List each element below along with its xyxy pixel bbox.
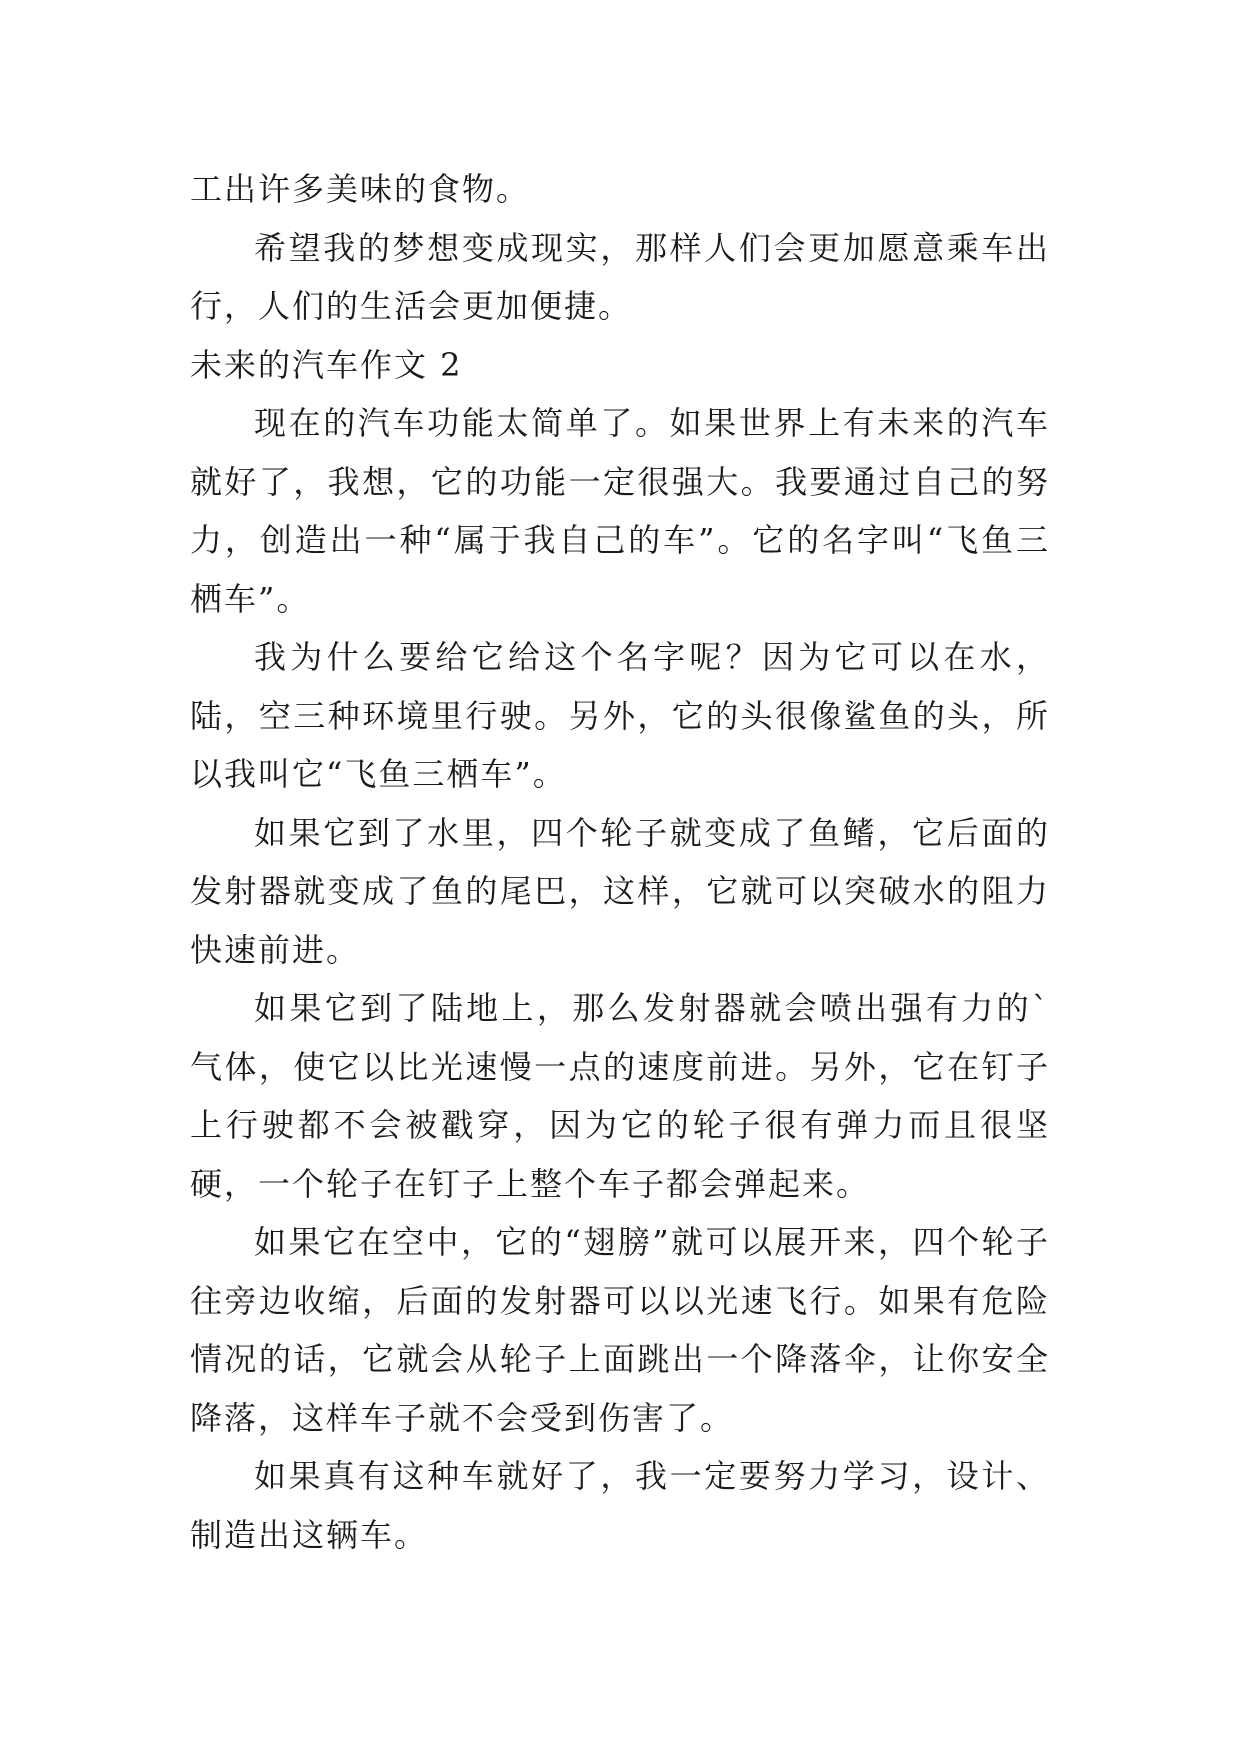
body-paragraph: 如果它到了陆地上，那么发射器就会喷出强有力的`气体，使它以比光速慢一点的速度前进。另外，它在钉子上行驶都不会被戳穿，因为它的轮子很有弹力而且很坚硬，一个轮子在钉子上整个车子都会弹起来。 — [190, 989, 1050, 1203]
essay-title: 未来的汽车作文 2 — [190, 345, 463, 384]
body-paragraph: 如果它在空中，它的“翅膀”就可以展开来，四个轮子往旁边收缩，后面的发射器可以以光速飞行。如果有危险情况的话，它就会从轮子上面跳出一个降落伞，让你安全降落，这样车子就不会受到伤害了。 — [190, 1223, 1050, 1437]
body-paragraph: 我为什么要给它给这个名字呢？因为它可以在水，陆，空三种环境里行驶。另外，它的头很像鲨鱼的头，所以我叫它“飞鱼三栖车”。 — [190, 638, 1050, 793]
continuation-paragraph: 工出许多美味的食物。 — [190, 170, 531, 208]
body-paragraph: 如果它到了水里，四个轮子就变成了鱼鳍，它后面的发射器就变成了鱼的尾巴，这样，它就可以突破水的阻力快速前进。 — [190, 813, 1050, 969]
hope-paragraph: 希望我的梦想变成现实，那样人们会更加愿意乘车出行，人们的生活会更加便捷。 — [190, 228, 1050, 325]
body-paragraph: 如果真有这种车就好了，我一定要努力学习，设计、制造出这辆车。 — [190, 1457, 1050, 1554]
document-body — [190, 160, 1050, 1564]
body-paragraph: 现在的汽车功能太简单了。如果世界上有未来的汽车就好了，我想，它的功能一定很强大。我要通过自己的努力，创造出一种“属于我自己的车”。它的名字叫“飞鱼三栖车”。 — [190, 404, 1050, 618]
